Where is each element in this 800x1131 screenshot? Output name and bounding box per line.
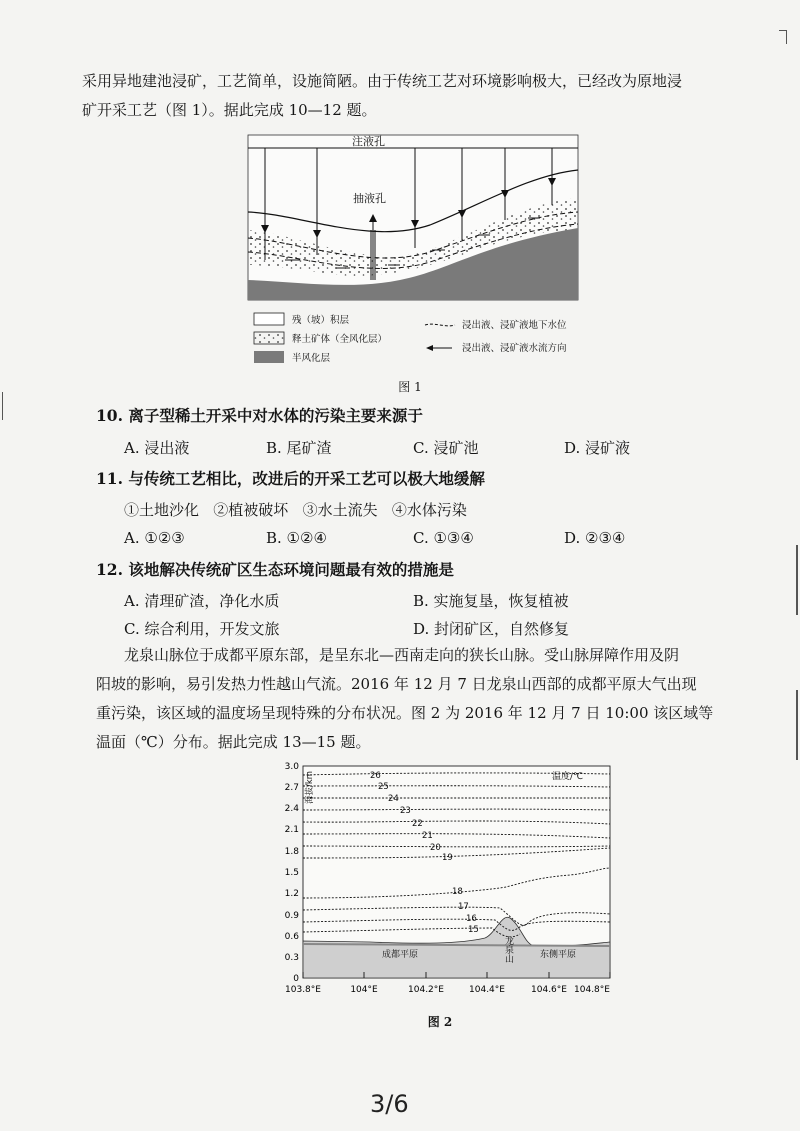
fig2-iso-17: 17 (458, 902, 469, 912)
fig2-ytick-2.4: 2.4 (284, 804, 299, 814)
fig1-legend1-label: 残（坡）积层 (292, 315, 350, 326)
intro1-line1: 采用异地建池浸矿，工艺简单，设施简陋。由于传统工艺对环境影响极大，已经改为原地浸 (82, 72, 683, 90)
fig1-legend4-symbol (425, 324, 455, 326)
q12-option-a: A. 清理矿渣，净化水质 (124, 592, 280, 610)
intro2-line1: 龙泉山脉位于成都平原东部，是呈东北—西南走向的狭长山脉。受山脉屏障作用及阴 (124, 646, 680, 664)
intro1-line2: 矿开采工艺（图 1）。据此完成 10—12 题。 (82, 101, 377, 119)
fig1-legend2-swatch (254, 332, 284, 344)
fig2-iso-16: 16 (466, 914, 477, 924)
fig2-ytick-2.7: 2.7 (284, 783, 299, 793)
fig2-iso-25: 25 (378, 782, 389, 792)
q11-stem: 11. 与传统工艺相比，改进后的开采工艺可以极大地缓解 (96, 469, 485, 488)
fig2-ytick-1.5: 1.5 (284, 868, 299, 878)
q11-items: ①土地沙化 ②植被破坏 ③水土流失 ④水体污染 (124, 501, 467, 519)
fig2-iso-22: 22 (412, 819, 423, 829)
fig1-legend1-swatch (254, 313, 284, 325)
fig2-iso-15: 15 (468, 925, 479, 935)
q10-option-c: C. 浸矿池 (413, 439, 479, 457)
q12-option-b: B. 实施复垦，恢复植被 (413, 592, 569, 610)
q11-option-a: A. ①②③ (124, 529, 185, 547)
q12-stem: 12. 该地解决传统矿区生态环境问题最有效的措施是 (96, 560, 454, 579)
fig1-legend3-label: 半风化层 (292, 353, 331, 364)
figure-1 (240, 130, 585, 375)
fig2-ytick-3.0: 3.0 (284, 762, 299, 772)
intro2-line2: 阳坡的影响，易引发热力性越山气流。2016 年 12 月 7 日龙泉山西部的成都平原大气出现 (96, 675, 697, 693)
figure-2 (270, 758, 615, 1003)
fig2-iso-24: 24 (388, 794, 399, 804)
fig2-xtick-103.8: 103.8°E (285, 985, 321, 995)
fig2-xtick-104.8: 104.8°E (574, 985, 610, 995)
scan-mark-right-1 (796, 545, 798, 615)
fig2-ytick-1.2: 1.2 (284, 889, 299, 899)
fig2-iso-26: 26 (370, 771, 381, 781)
q12-option-d: D. 封闭矿区，自然修复 (413, 620, 570, 638)
fig2-ytick-0.3: 0.3 (284, 953, 299, 963)
fig1-legend5-arrowhead (426, 345, 433, 351)
fig1-legend5-label: 浸出液、浸矿液水流方向 (462, 343, 567, 354)
fig2-xtick-104.2: 104.2°E (408, 985, 444, 995)
fig2-iso-23: 23 (400, 806, 411, 816)
fig2-label-east: 东侧平原 (540, 950, 577, 960)
fig2-label-chengdu: 成都平原 (382, 950, 419, 960)
q11-option-c: C. ①③④ (413, 529, 474, 547)
fig1-label-inject: 注液孔 (352, 135, 385, 148)
fig1-legend2-label: 释土矿体（全风化层） (292, 334, 388, 345)
fig2-iso-20: 20 (430, 843, 441, 853)
fig1-label-extract: 抽液孔 (353, 192, 386, 205)
scan-mark-right-2 (796, 690, 798, 760)
fig2-ylabel: 海拔/km (305, 770, 315, 804)
intro2-line4: 温面（℃）分布。据此完成 13—15 题。 (96, 733, 371, 751)
q10-option-a: A. 浸出液 (124, 439, 190, 457)
intro2-line3: 重污染，该区域的温度场呈现特殊的分布状况。图 2 为 2016 年 12 月 7 日 10:00 该区域等 (96, 704, 714, 722)
fig2-ytick-1.8: 1.8 (284, 847, 299, 857)
fig2-xtick-104.0: 104°E (350, 985, 378, 995)
fig1-caption: 图 1 (398, 380, 422, 394)
fig2-xtick-104.6: 104.6°E (531, 985, 567, 995)
scan-mark-corner-h (779, 30, 787, 31)
fig2-label-mountain: 龙泉山 (503, 936, 513, 963)
scan-mark-corner (786, 30, 787, 44)
fig2-caption: 图 2 (427, 1015, 453, 1029)
page-number: 3/6 (370, 1090, 409, 1118)
q11-option-d: D. ②③④ (564, 529, 626, 547)
fig2-legend-title: 温度/℃ (552, 772, 584, 782)
q10-option-d: D. 浸矿液 (564, 439, 631, 457)
q11-option-b: B. ①②④ (266, 529, 327, 547)
fig2-iso-19: 19 (442, 853, 453, 863)
fig2-ytick-2.1: 2.1 (284, 825, 299, 835)
fig2-iso-21: 21 (422, 831, 433, 841)
fig2-ytick-0.6: 0.6 (284, 932, 299, 942)
fig1-legend4-label: 浸出液、浸矿液地下水位 (462, 320, 567, 331)
q10-option-b: B. 尾矿渣 (266, 439, 332, 457)
q10-stem: 10. 离子型稀土开采中对水体的污染主要来源于 (96, 406, 423, 425)
fig1-legend3-swatch (254, 351, 284, 363)
fig2-iso-18: 18 (452, 887, 463, 897)
fig2-ytick-0.9: 0.9 (284, 911, 299, 921)
q12-option-c: C. 综合利用，开发文旅 (124, 620, 280, 638)
fig2-xtick-104.4: 104.4°E (469, 985, 505, 995)
fig2-ytick-0: 0 (293, 974, 299, 984)
scan-mark-left (2, 392, 3, 420)
